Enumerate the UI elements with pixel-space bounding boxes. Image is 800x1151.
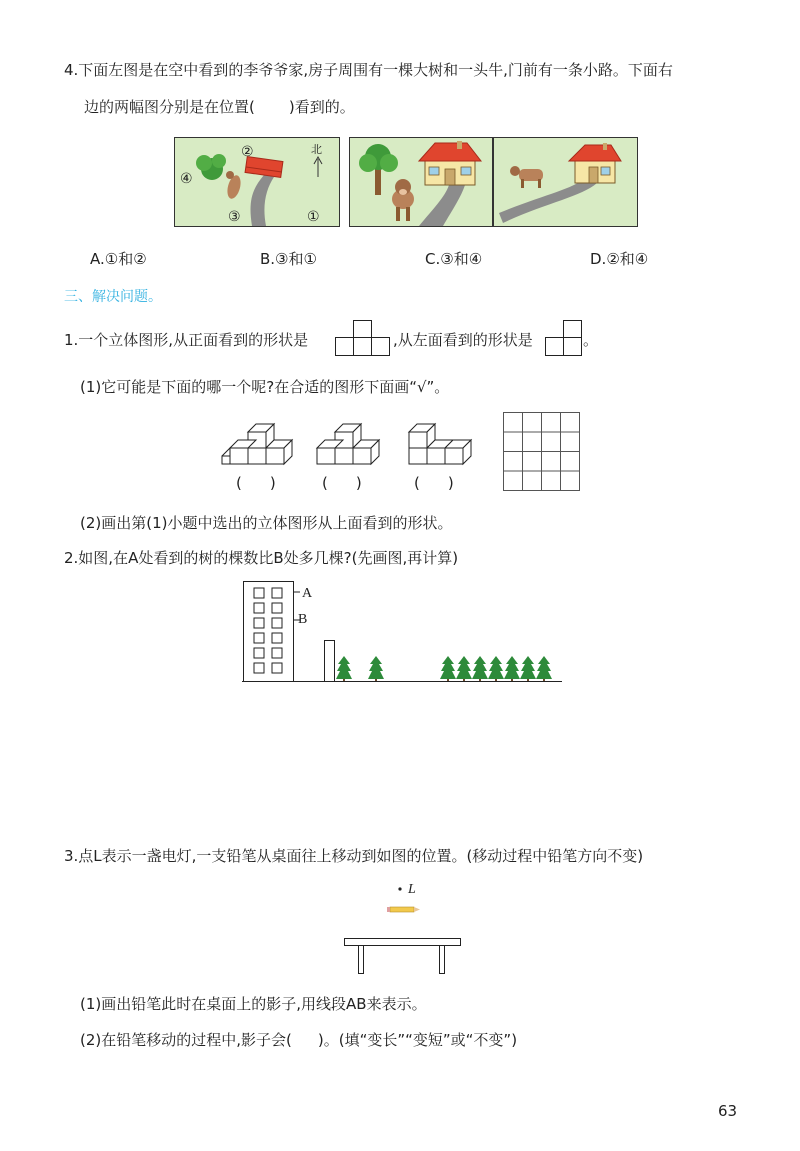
block-figure-2: [313, 420, 391, 466]
position-2-label: ②: [241, 144, 254, 160]
drawing-grid[interactable]: [503, 412, 581, 492]
tree-icon: [368, 656, 384, 679]
point-a-label: A: [302, 586, 313, 601]
p2-text: 2.如图,在A处看到的树的棵数比B处多几棵?(先画图,再计算): [64, 549, 459, 567]
paren-close: ): [447, 474, 454, 492]
paren-close: ): [355, 474, 362, 492]
p2-answer-area[interactable]: [64, 700, 744, 830]
tree-icon: [520, 656, 536, 679]
paren-open: (: [236, 474, 242, 492]
building-trees-figure: [242, 580, 564, 684]
p3-sub2-pre: (2)在铅笔移动的过程中,影子会(: [80, 1031, 292, 1049]
p1-intro-c: 。: [583, 331, 599, 349]
q4-line1: 4.下面左图是在空中看到的李爷爷家,房子周围有一棵大树和一头牛,门前有一条小路。下面右: [64, 61, 673, 79]
q4-line2-pre: 边的两幅图分别是在位置(: [84, 98, 255, 116]
p3-sub2: [80, 1030, 517, 1050]
lamp-label: L: [408, 882, 416, 897]
point-b-label: B: [298, 612, 308, 627]
p3-text: 3.点L表示一盏电灯,一支铅笔从桌面往上移动到如图的位置。(移动过程中铅笔方向不变): [64, 847, 644, 865]
p3-sub2-post: )。(填“变长”“变短”或“不变”): [317, 1031, 518, 1049]
aerial-map-figure: [174, 137, 340, 227]
tree-icon: [456, 656, 472, 679]
trees: [336, 656, 552, 679]
p1-sub2: (2)画出第(1)小题中选出的立体图形从上面看到的形状。: [80, 514, 453, 532]
tree-icon: [336, 656, 352, 679]
building: [244, 582, 294, 682]
section-title: 三、解决问题。: [64, 289, 162, 305]
lamp-point: [398, 887, 401, 890]
paren-open: (: [322, 474, 328, 492]
tree-icon: [504, 656, 520, 679]
tree-icon: [440, 656, 456, 679]
view-b-figure: [493, 137, 638, 227]
block-figure-3: [405, 420, 475, 466]
tree-icon: [472, 656, 488, 679]
p1-sub1: (1)它可能是下面的哪一个呢?在合适的图形下面画“√”。: [80, 378, 450, 396]
p1-intro-a: 1.一个立体图形,从正面看到的形状是: [64, 331, 309, 349]
option-d[interactable]: D.②和④: [590, 250, 649, 268]
q4-line2-post: )看到的。: [288, 98, 355, 116]
small-tower: [325, 641, 335, 682]
option-c[interactable]: C.③和④: [425, 250, 483, 268]
position-3-label: ③: [228, 209, 241, 225]
p1-intro-b: ,从左面看到的形状是: [393, 331, 533, 349]
page-number: 63: [718, 1102, 738, 1120]
answer-paren-1[interactable]: [236, 474, 276, 492]
lamp-pencil-table-figure: [340, 876, 470, 976]
answer-paren-2[interactable]: [322, 474, 362, 492]
tree-icon: [488, 656, 504, 679]
q4-line2: [84, 97, 355, 117]
front-view-shape: [335, 320, 391, 356]
p3-sub1: (1)画出铅笔此时在桌面上的影子,用线段AB来表示。: [80, 995, 427, 1013]
position-1-label: ①: [307, 209, 320, 225]
left-view-shape: [545, 320, 583, 356]
paren-close: ): [269, 474, 276, 492]
option-b[interactable]: B.③和①: [260, 250, 317, 268]
pencil-icon: [387, 907, 420, 912]
table: [345, 939, 461, 974]
position-4-label: ④: [180, 171, 193, 187]
view-a-figure: [349, 137, 493, 227]
option-a[interactable]: A.①和②: [90, 250, 147, 268]
answer-paren-3[interactable]: [414, 474, 454, 492]
block-figure-1: [220, 420, 298, 466]
tree-icon: [536, 656, 552, 679]
north-label: 北: [311, 143, 322, 156]
paren-open: (: [414, 474, 420, 492]
